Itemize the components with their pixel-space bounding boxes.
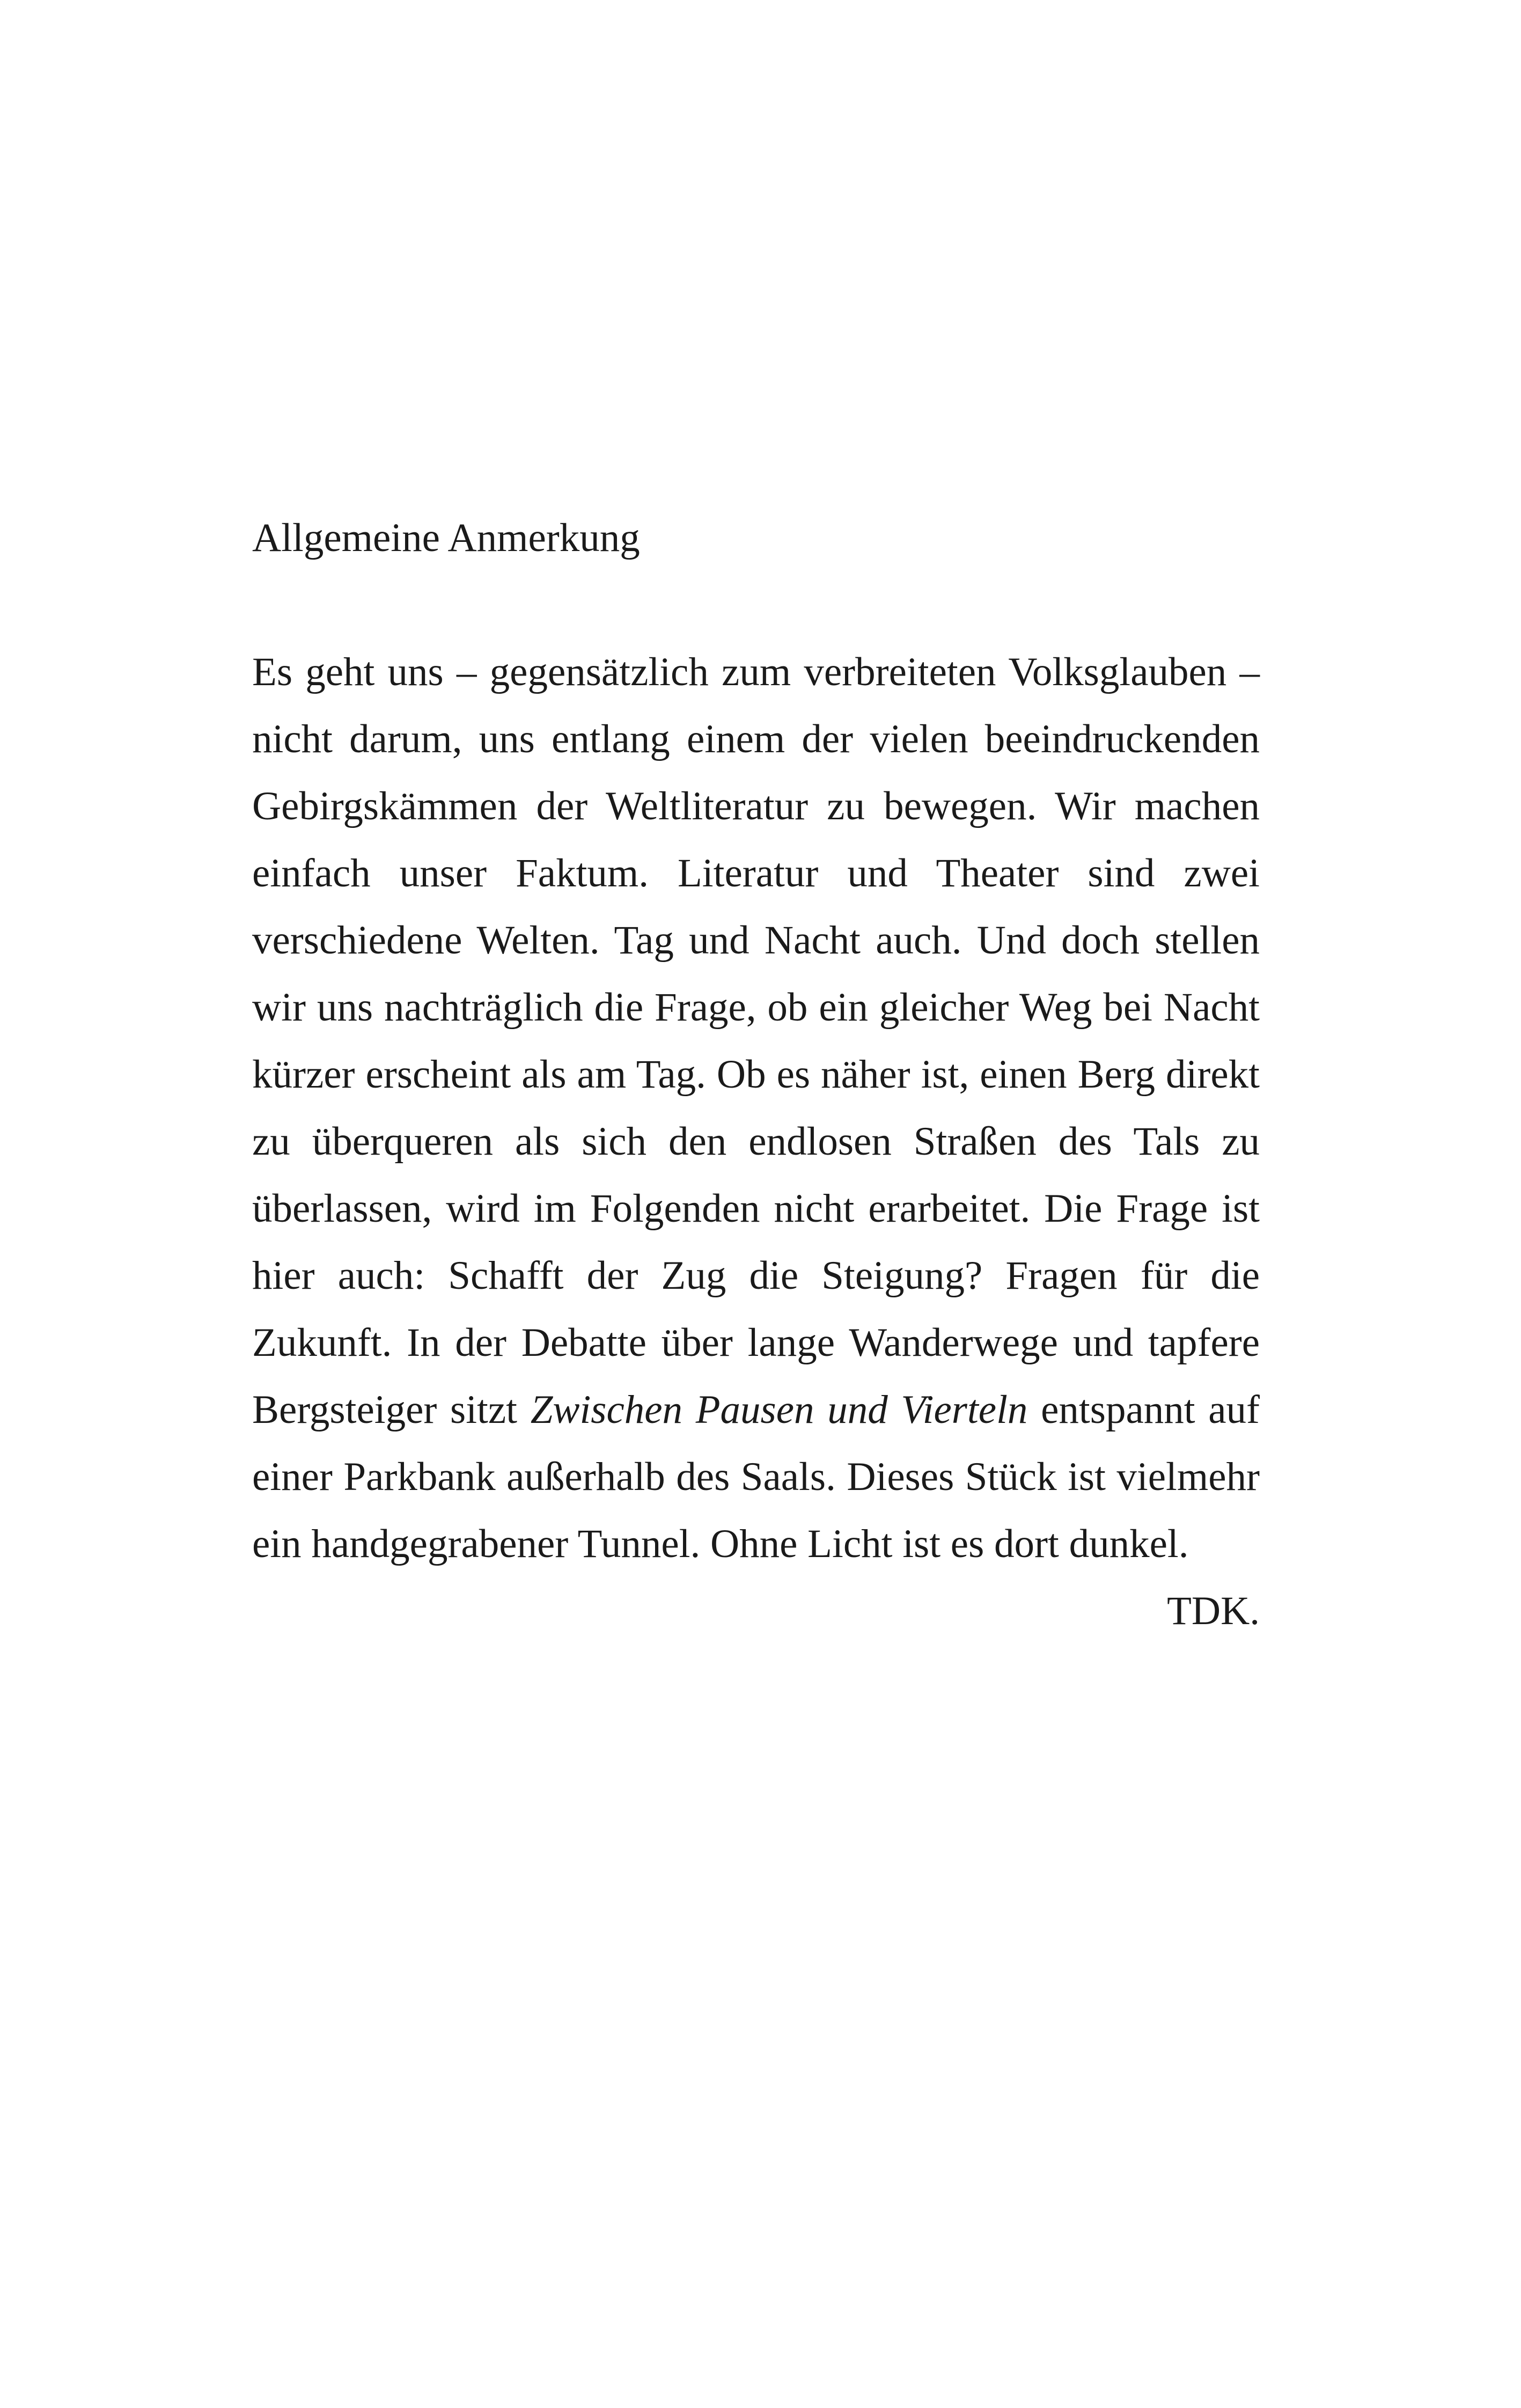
work-title: Zwischen Pausen und Vierteln — [530, 1387, 1028, 1432]
body-paragraph — [252, 638, 1260, 1577]
signature: TDK. — [1167, 1589, 1260, 1633]
page-content — [252, 504, 1260, 1645]
body-text-before: Es geht uns – gegensätzlich zum verbreiteten Volksglauben – nicht darum, uns entlang einem der vielen beeindruckenden Gebirgskämmen der Weltliteratur zu bewegen. Wir machen einfach unser Faktum. Literatur und Theater sind zwei verschiedene Welten. Tag und Nacht auch. Und doch stellen wir uns nachträglich die Frage, ob ein gleicher Weg bei Nacht kürzer erscheint als am Tag. Ob es näher ist, einen Berg direkt zu überqueren als sich den endlosen Straßen des Tals zu überlassen, wird im Folgenden nicht erarbeitet. Die Frage ist hier auch: Schafft der Zug die Steigung? Fragen für die Zukunft. In der Debatte über lange Wanderwege und tapfere Bergsteiger sitzt — [252, 650, 1260, 1432]
page-heading: Allgemeine Anmerkung — [252, 516, 640, 560]
body-text-after: entspannt auf einer Parkbank außerhalb des Saals. Dieses Stück ist vielmehr ein handgegrabener Tunnel. Ohne Licht ist es dort dunkel. — [252, 1387, 1260, 1566]
